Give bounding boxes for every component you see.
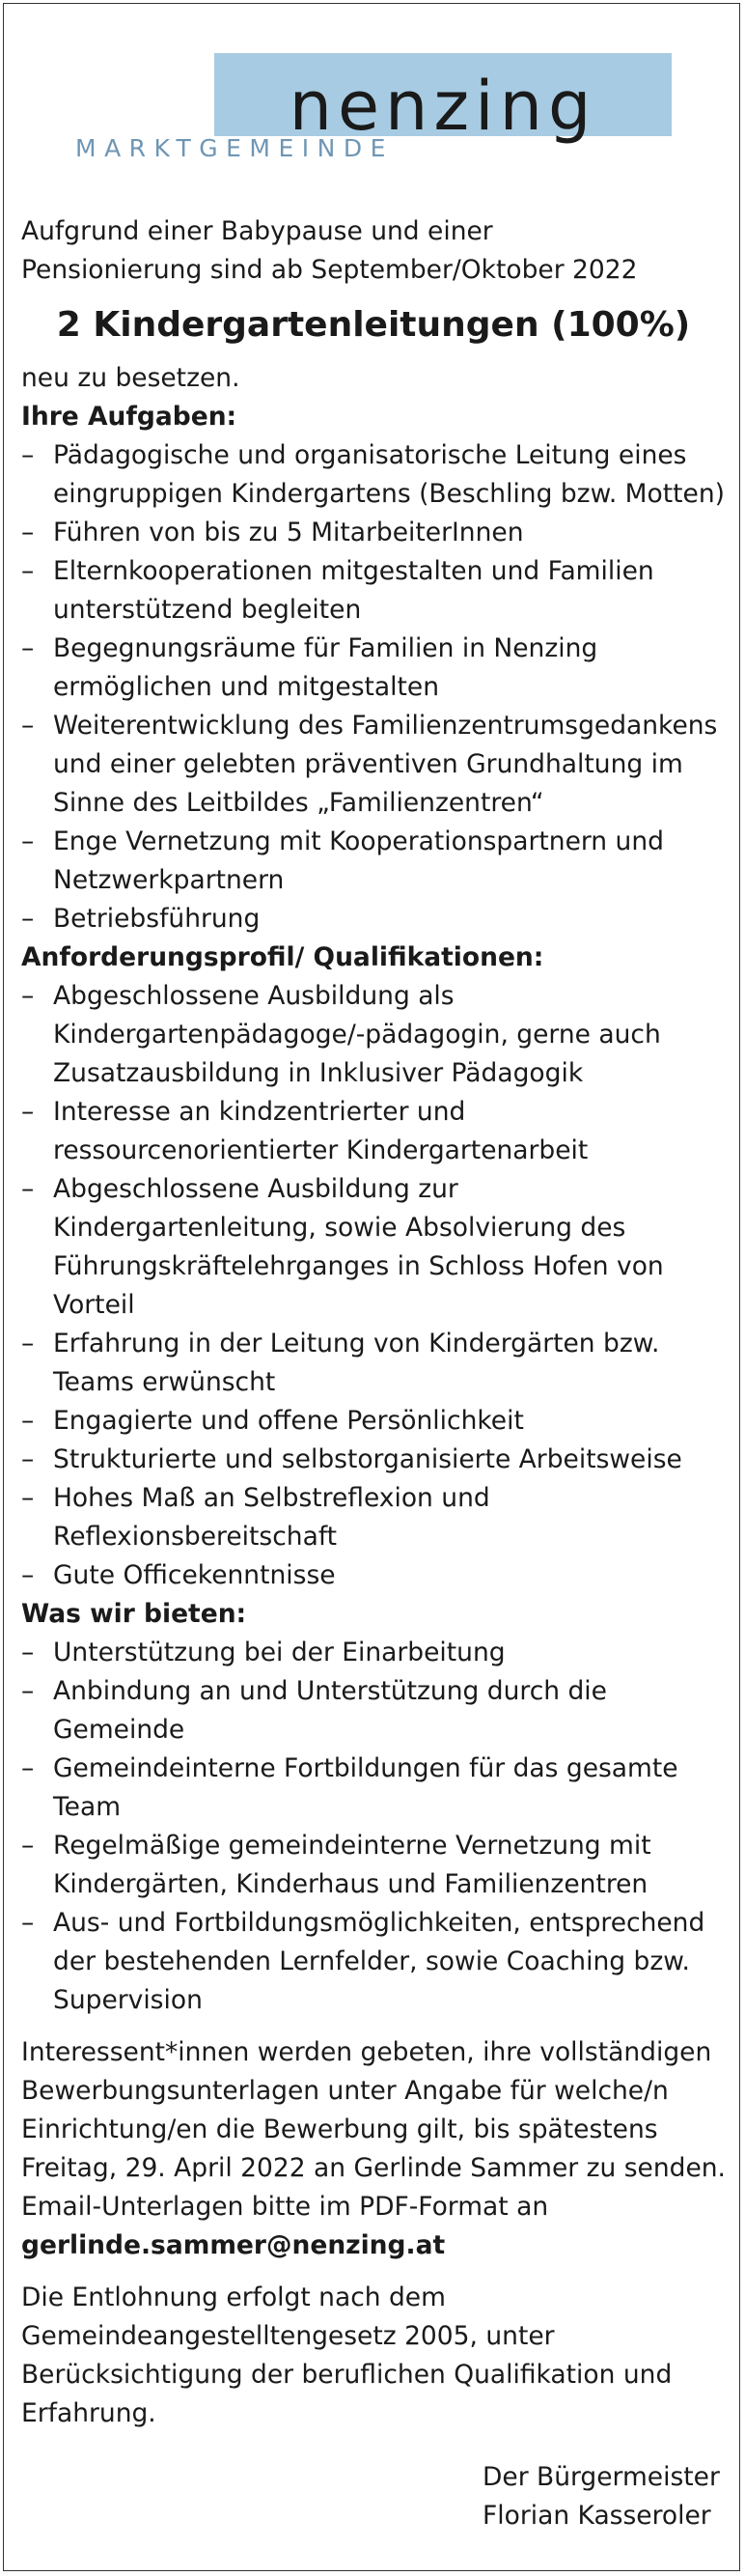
dash-bullet: –: [21, 981, 35, 1011]
signature-title: Der Bürgermeister: [483, 2462, 720, 2492]
list-item-text: Führen von bis zu 5 MitarbeiterInnen: [53, 518, 524, 547]
logo-subline: MARKTGEMEINDE: [75, 134, 394, 162]
list-item: [21, 1441, 726, 1479]
list-item: [21, 1672, 726, 1750]
requirements-list: [21, 977, 726, 1595]
list-item: [21, 1634, 726, 1672]
list-item-text: Elternkooperationen mitgestalten und Familien unterstützend begleiten: [53, 556, 654, 625]
logo-wordmark: nenzing: [289, 67, 597, 146]
dash-bullet: –: [21, 556, 35, 586]
list-item: [21, 1402, 726, 1441]
requirements-heading: Anforderungsprofil/ Qualifikationen:: [21, 942, 544, 972]
list-item: [21, 1093, 726, 1170]
list-item: [21, 1750, 726, 1827]
list-item-text: Aus- und Fortbildungsmöglichkeiten, entsprechend der bestehenden Lernfelder, sowie Coaching bzw. Supervision: [53, 1908, 705, 2015]
list-item-text: Engagierte und offene Persönlichkeit: [53, 1406, 524, 1436]
list-item: [21, 1556, 726, 1595]
dash-bullet: –: [21, 1174, 35, 1204]
dash-bullet: –: [21, 1676, 35, 1706]
dash-bullet: –: [21, 1908, 35, 1938]
dash-bullet: –: [21, 1329, 35, 1358]
list-item-text: Gemeindeinterne Fortbildungen für das gesamte Team: [53, 1753, 678, 1822]
list-item-text: Hohes Maß an Selbstreflexion und Reflexionsbereitschaft: [53, 1483, 490, 1552]
job-title: 2 Kindergartenleitungen (100%): [56, 305, 691, 345]
list-item-text: Betriebsführung: [53, 904, 261, 934]
dash-bullet: –: [21, 1483, 35, 1513]
dash-bullet: –: [21, 711, 35, 741]
list-item-text: Abgeschlossene Ausbildung als Kindergartenpädagoge/-pädagogin, gerne auch Zusatzausbildung in Inklusiver Pädagogik: [53, 981, 661, 1088]
intro-text: [21, 212, 726, 290]
application-instructions: Interessent*innen werden gebeten, ihre vollständigen Bewerbungsunterlagen unter Angabe für welche/n Einrichtung/en die Bewerbung gilt, bis spätestens Freitag, 29. April 2022 an Gerlinde Sammer zu senden. Email-Unterlagen bitte im PDF-Format an: [21, 2037, 726, 2222]
list-item: [21, 977, 726, 1093]
list-item: [21, 1170, 726, 1325]
list-item: [21, 436, 726, 514]
list-item: [21, 1827, 726, 1904]
intro-line-2: Pensionierung sind ab September/Oktober 2022: [21, 255, 638, 285]
list-item: [21, 552, 726, 630]
job-subtitle: neu zu besetzen.: [21, 363, 240, 393]
list-item: [21, 1325, 726, 1402]
tasks-list: [21, 436, 726, 938]
list-item: [21, 514, 726, 552]
job-ad-body: [21, 212, 726, 2535]
intro-line-1: Aufgrund einer Babypause und einer: [21, 216, 493, 246]
list-item-text: Weiterentwicklung des Familienzentrumsgedankens und einer gelebten präventiven Grundhaltung im Sinne des Leitbildes „Familienzentren“: [53, 711, 718, 818]
list-item-text: Erfahrung in der Leitung von Kindergärten bzw. Teams erwünscht: [53, 1329, 660, 1397]
contact-email-link[interactable]: gerlinde.sammer@nenzing.at: [21, 2230, 446, 2260]
list-item: [21, 1904, 726, 2020]
municipality-logo: [75, 53, 672, 164]
list-item-text: Anbindung an und Unterstützung durch die Gemeinde: [53, 1676, 607, 1745]
dash-bullet: –: [21, 826, 35, 856]
dash-bullet: –: [21, 633, 35, 663]
list-item: [21, 823, 726, 900]
dash-bullet: –: [21, 1831, 35, 1861]
dash-bullet: –: [21, 1406, 35, 1436]
dash-bullet: –: [21, 1560, 35, 1590]
offer-list: [21, 1634, 726, 2020]
list-item: [21, 630, 726, 707]
list-item-text: Unterstützung bei der Einarbeitung: [53, 1638, 506, 1667]
list-item: [21, 707, 726, 823]
signature-block: [21, 2458, 726, 2535]
dash-bullet: –: [21, 904, 35, 934]
list-item-text: Interesse an kindzentrierter und ressourcenorientierter Kindergartenarbeit: [53, 1097, 589, 1165]
dash-bullet: –: [21, 1753, 35, 1783]
tasks-heading: Ihre Aufgaben:: [21, 402, 237, 432]
list-item-text: Strukturierte und selbstorganisierte Arbeitsweise: [53, 1444, 682, 1474]
signature-name: Florian Kasseroler: [483, 2501, 711, 2531]
list-item-text: Enge Vernetzung mit Kooperationspartnern und Netzwerkpartnern: [53, 826, 664, 895]
list-item-text: Abgeschlossene Ausbildung zur Kindergartenleitung, sowie Absolvierung des Führungskräftelehrganges in Schloss Hofen von Vorteil: [53, 1174, 664, 1320]
salary-text: Die Entlohnung erfolgt nach dem Gemeindeangestelltengesetz 2005, unter Berücksichtigung der beruflichen Qualifikation und Erfahrung.: [21, 2282, 673, 2428]
dash-bullet: –: [21, 1638, 35, 1667]
dash-bullet: –: [21, 440, 35, 470]
offer-heading: Was wir bieten:: [21, 1599, 247, 1629]
list-item-text: Gute Officekenntnisse: [53, 1560, 336, 1590]
list-item-text: Pädagogische und organisatorische Leitung eines eingruppigen Kindergartens (Beschling bzw. Motten): [53, 440, 725, 509]
list-item-text: Regelmäßige gemeindeinterne Vernetzung mit Kindergärten, Kinderhaus und Familienzentren: [53, 1831, 651, 1899]
list-item: [21, 1479, 726, 1556]
dash-bullet: –: [21, 518, 35, 547]
dash-bullet: –: [21, 1097, 35, 1127]
dash-bullet: –: [21, 1444, 35, 1474]
list-item-text: Begegnungsräume für Familien in Nenzing ermöglichen und mitgestalten: [53, 633, 598, 702]
list-item: [21, 900, 726, 938]
application-text: [21, 2033, 726, 2265]
